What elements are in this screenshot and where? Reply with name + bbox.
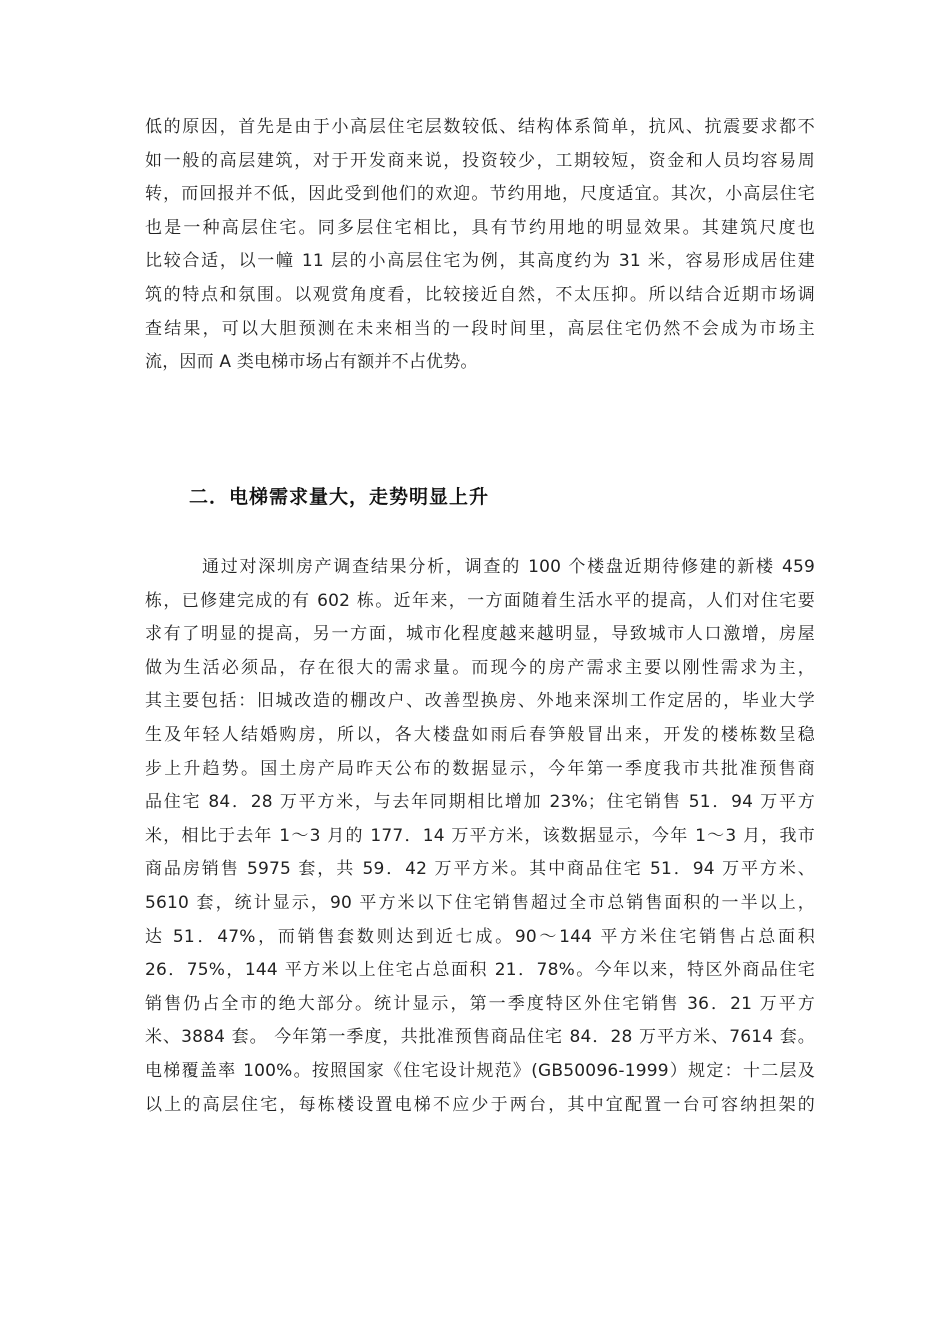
text-line: 查结果，可以大胆预测在未来相当的一段时间里，高层住宅仍然不会成为市场主 xyxy=(145,318,815,339)
text-line: 流，因而 A 类电梯市场占有额并不占优势。 xyxy=(145,352,478,373)
text-line: 转，而回报并不低，因此受到他们的欢迎。节约用地，尺度适宜。其次，小高层住宅 xyxy=(145,184,815,205)
text-line: 做为生活必须品，存在很大的需求量。而现今的房产需求主要以刚性需求为主， xyxy=(145,657,815,678)
text-line: 低的原因，首先是由于小高层住宅层数较低、结构体系简单，抗风、抗震要求都不 xyxy=(145,117,815,137)
text-line: 生及年轻人结婚购房，所以，各大楼盘如雨后春笋般冒出来，开发的楼栋数呈稳 xyxy=(145,724,815,745)
text-line: 5610 套，统计显示，90 平方米以下住宅销售超过全市总销售面积的一半以上， xyxy=(145,892,815,913)
paragraph-small-high-rise xyxy=(145,111,815,380)
text-line: 比较合适，以一幢 11 层的小高层住宅为例，其高度约为 31 米，容易形成居住建 xyxy=(145,251,815,272)
text-line: 米、3884 套。 今年第一季度，共批准预售商品住宅 84．28 万平方米、7614 套。 xyxy=(145,1027,815,1048)
text-line: 步上升趋势。国土房产局昨天公布的数据显示，今年第一季度我市共批准预售商 xyxy=(145,758,815,779)
text-line: 品住宅 84．28 万平方米，与去年同期相比增加 23%；住宅销售 51．94 万平方 xyxy=(145,792,815,813)
section-heading: 二．电梯需求量大，走势明显上升 xyxy=(189,486,490,508)
text-line: 求有了明显的提高，另一方面，城市化程度越来越明显，导致城市人口激增，房屋 xyxy=(145,624,815,645)
text-line: 26．75%，144 平方米以上住宅占总面积 21．78%。今年以来，特区外商品住宅 xyxy=(145,960,815,981)
text-line: 其主要包括：旧城改造的棚改户、改善型换房、外地来深圳工作定居的，毕业大学 xyxy=(145,691,815,712)
text-line: 也是一种高层住宅。同多层住宅相比，具有节约用地的明显效果。其建筑尺度也 xyxy=(145,217,815,238)
text-line: 通过对深圳房产调查结果分析，调查的 100 个楼盘近期待修建的新楼 459 xyxy=(202,557,815,577)
text-line: 米，相比于去年 1～3 月的 177．14 万平方米，该数据显示，今年 1～3 月，我市 xyxy=(145,825,815,846)
text-line: 栋，已修建完成的有 602 栋。近年来，一方面随着生活水平的提高，人们对住宅要 xyxy=(145,590,815,611)
text-line: 筑的特点和氛围。以观赏角度看，比较接近自然，不太压抑。所以结合近期市场调 xyxy=(145,284,815,305)
text-line: 如一般的高层建筑，对于开发商来说，投资较少，工期较短，资金和人员均容易周 xyxy=(145,150,815,171)
text-line: 以上的高层住宅，每栋楼设置电梯不应少于两台，其中宜配置一台可容纳担架的 xyxy=(145,1094,815,1115)
text-line: 商品房销售 5975 套，共 59．42 万平方米。其中商品住宅 51．94 万平方米、 xyxy=(145,859,815,880)
paragraph-elevator-demand xyxy=(145,551,815,1122)
text-line: 销售仍占全市的绝大部分。统计显示，第一季度特区外住宅销售 36．21 万平方 xyxy=(145,993,815,1014)
text-line: 电梯覆盖率 100%。按照国家《住宅设计规范》(GB50096-1999）规定：十二层及 xyxy=(145,1060,815,1081)
text-line: 达 51．47%，而销售套数则达到近七成。90～144 平方米住宅销售占总面积 xyxy=(145,926,815,947)
